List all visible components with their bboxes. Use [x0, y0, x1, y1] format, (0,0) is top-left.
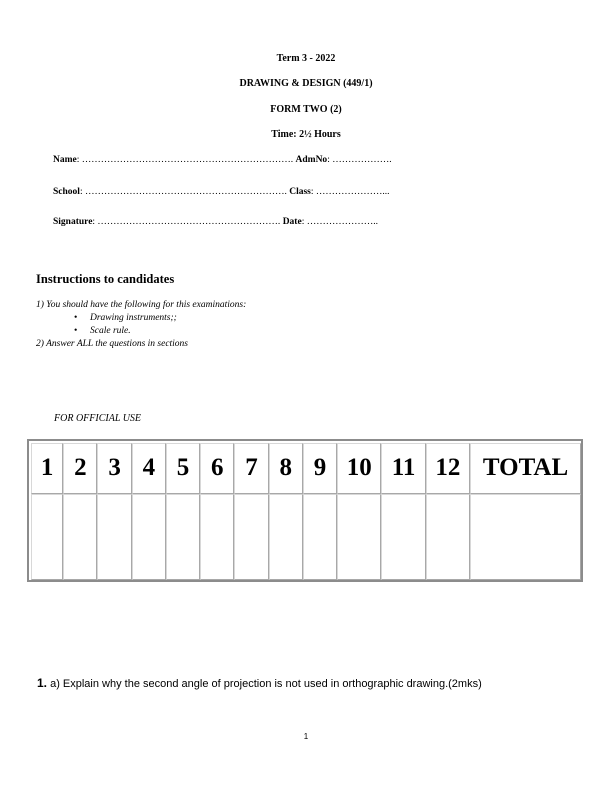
instruction-item-2: 2) Answer ALL the questions in sections — [36, 339, 189, 349]
question-1 — [37, 676, 482, 690]
form-heading: FORM TWO (2) — [270, 104, 342, 115]
admno-label: AdmNo — [295, 155, 328, 165]
term-heading: Term 3 - 2022 — [276, 53, 336, 64]
score-cell[interactable] — [234, 494, 268, 580]
score-header-total: TOTAL — [470, 443, 581, 494]
signature-label: Signature — [53, 217, 93, 227]
score-header-cell: 5 — [166, 443, 200, 494]
admno-field[interactable]: : ………………. — [327, 155, 392, 165]
score-header-cell: 7 — [234, 443, 268, 494]
date-field[interactable]: : ………………….. — [301, 217, 378, 227]
score-table-frame — [27, 439, 583, 582]
score-cell[interactable] — [381, 494, 425, 580]
score-total-cell[interactable] — [470, 494, 581, 580]
score-entry-row — [31, 494, 581, 580]
score-header-cell: 12 — [426, 443, 470, 494]
class-field[interactable]: : …………………... — [310, 187, 390, 197]
score-cell[interactable] — [269, 494, 303, 580]
score-cell[interactable] — [166, 494, 200, 580]
instruction-item-1: 1) You should have the following for this examinations: — [36, 300, 247, 310]
signature-field-row — [53, 217, 378, 227]
score-header-cell: 8 — [269, 443, 303, 494]
instructions-title: Instructions to candidates — [36, 272, 175, 286]
score-cell[interactable] — [31, 494, 63, 580]
score-header-cell: 1 — [31, 443, 63, 494]
school-field[interactable]: : ………………………………………………………. — [79, 187, 287, 197]
official-use-label: FOR OFFICIAL USE — [54, 413, 142, 424]
score-cell[interactable] — [337, 494, 381, 580]
score-header-cell: 9 — [303, 443, 337, 494]
score-header-cell: 6 — [200, 443, 234, 494]
question-number: 1. — [37, 676, 48, 690]
time-heading: Time: 2½ Hours — [271, 129, 341, 140]
score-cell[interactable] — [132, 494, 166, 580]
school-field-row — [53, 187, 390, 197]
name-field-row — [53, 155, 392, 165]
score-header-row — [31, 443, 581, 494]
name-label: Name — [53, 155, 77, 165]
score-cell[interactable] — [200, 494, 234, 580]
score-header-cell: 2 — [63, 443, 97, 494]
instruction-bullet-1: • Drawing instruments;; — [74, 313, 177, 323]
page-number: 1 — [303, 732, 309, 741]
score-table — [31, 443, 581, 580]
name-field[interactable]: : …………………………………………………………. — [76, 155, 294, 165]
question-text: a) Explain why the second angle of projection is not used in orthographic drawing.(2mks) — [47, 678, 482, 690]
score-cell[interactable] — [63, 494, 97, 580]
subject-heading: DRAWING & DESIGN (449/1) — [239, 78, 373, 89]
instruction-bullet-2: • Scale rule. — [74, 326, 131, 336]
signature-field[interactable]: : …………………………………………………. — [92, 217, 281, 227]
score-cell[interactable] — [97, 494, 131, 580]
school-label: School — [53, 187, 80, 197]
score-header-cell: 3 — [97, 443, 131, 494]
date-label: Date — [282, 217, 302, 227]
class-label: Class — [289, 187, 311, 197]
score-header-cell: 11 — [381, 443, 425, 494]
score-header-cell: 10 — [337, 443, 381, 494]
bullet-icon: • — [74, 326, 78, 336]
score-cell[interactable] — [303, 494, 337, 580]
score-cell[interactable] — [426, 494, 470, 580]
bullet-icon: • — [74, 313, 78, 323]
score-header-cell: 4 — [132, 443, 166, 494]
